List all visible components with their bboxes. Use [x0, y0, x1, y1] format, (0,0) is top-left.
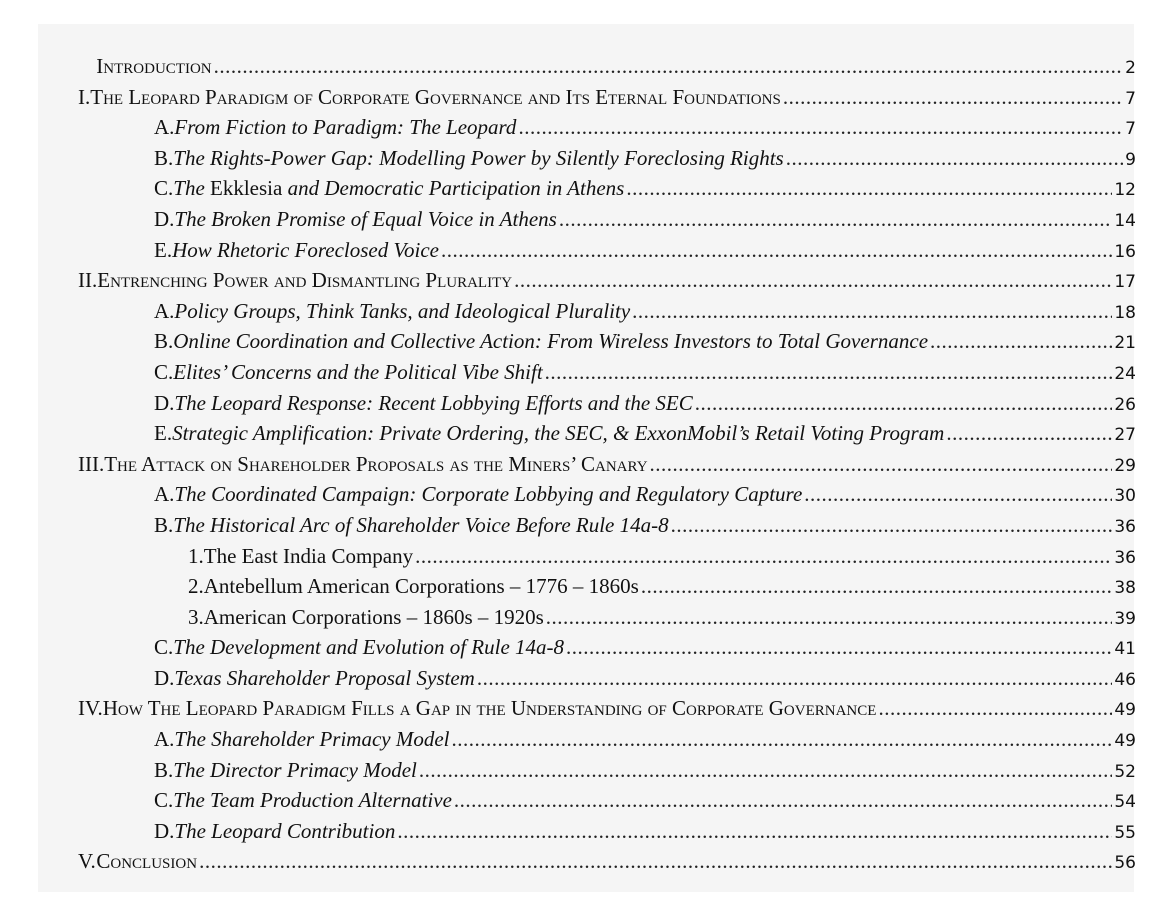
toc-entry-title: The Leopard Response: Recent Lobbying Efforts and the SEC [174, 390, 693, 415]
toc-entry [78, 85, 1136, 116]
toc-entry [78, 727, 1136, 758]
toc-entry-number: A. [154, 482, 175, 507]
dot-leader [415, 544, 1112, 569]
toc-entry-title: The Leopard Paradigm of Corporate Governance and Its Eternal Foundations [90, 84, 781, 109]
toc-entry-title: The Rights-Power Gap: Modelling Power by Silently Foreclosing Rights [173, 145, 784, 170]
toc-entry-title: Strategic Amplification: Private Ordering, the SEC, & ExxonMobil’s Retail Voting Program [172, 421, 945, 446]
toc-entry [78, 299, 1136, 330]
toc-entry [78, 574, 1136, 605]
toc-entry-title-part: The [173, 176, 211, 201]
dot-leader [518, 115, 1123, 140]
toc-entry-title: Elites’ Concerns and the Political Vibe Shift [173, 359, 543, 384]
toc-entry [78, 176, 1136, 207]
toc-entry-number: C. [154, 176, 174, 201]
table-of-contents [78, 54, 1136, 880]
toc-entry-number: II. [78, 268, 98, 293]
toc-entry-number: D. [154, 665, 175, 690]
toc-entry-page-number: 12 [1114, 180, 1136, 201]
toc-entry-title: How The Leopard Paradigm Fills a Gap in the Understanding of Corporate Governance [102, 696, 877, 721]
toc-entry-number: B. [154, 512, 174, 537]
toc-entry-title: The Shareholder Primacy Model [174, 727, 450, 752]
toc-entry-title: The Coordinated Campaign: Corporate Lobbying and Regulatory Capture [174, 482, 803, 507]
toc-entry-number: D. [154, 206, 175, 231]
toc-entry-number: D. [154, 390, 175, 415]
toc-entry-number: A. [154, 298, 175, 323]
toc-entry [78, 544, 1136, 575]
toc-entry-title: The Director Primacy Model [173, 757, 417, 782]
toc-entry-number: B. [154, 145, 174, 170]
toc-entry-page-number: 49 [1114, 700, 1136, 721]
toc-entry-number: C. [154, 635, 174, 660]
toc-entry [78, 360, 1136, 391]
toc-entry-title: The Broken Promise of Equal Voice in Athens [174, 206, 557, 231]
toc-entry-page-number: 30 [1114, 486, 1136, 507]
toc-entry [78, 391, 1136, 422]
toc-entry-page-number: 41 [1114, 639, 1136, 660]
dot-leader [441, 238, 1112, 263]
dot-leader [419, 758, 1113, 783]
toc-entry [78, 788, 1136, 819]
toc-entry-title: Introduction [96, 54, 212, 78]
toc-entry-number: E. [154, 237, 173, 262]
dot-leader [566, 635, 1112, 660]
dot-leader [454, 788, 1112, 813]
toc-entry-title [173, 176, 624, 201]
toc-entry-number: 2. [188, 574, 204, 599]
toc-entry-page-number: 55 [1114, 822, 1136, 843]
dot-leader [641, 574, 1113, 599]
dot-leader [946, 421, 1112, 446]
toc-entry-page-number: 21 [1114, 333, 1136, 354]
toc-entry [78, 666, 1136, 697]
toc-entry-page-number: 36 [1114, 547, 1136, 568]
toc-entry-page-number: 56 [1114, 853, 1136, 874]
dot-leader [671, 513, 1113, 538]
dot-leader [514, 268, 1112, 293]
toc-entry-title: Entrenching Power and Dismantling Plurality [97, 268, 513, 293]
toc-entry-number: A. [154, 115, 175, 140]
toc-entry-page-number: 49 [1114, 731, 1136, 752]
toc-entry [78, 605, 1136, 636]
dot-leader [695, 391, 1113, 416]
toc-entry-page-number: 29 [1114, 455, 1136, 476]
dot-leader [804, 482, 1112, 507]
toc-entry-page-number: 46 [1114, 669, 1136, 690]
toc-entry-title: How Rhetoric Foreclosed Voice [172, 237, 439, 262]
toc-entry-number: B. [154, 757, 174, 782]
dot-leader [546, 605, 1113, 630]
toc-entry-title: Texas Shareholder Proposal System [174, 665, 475, 690]
dot-leader [783, 85, 1123, 110]
dot-leader [878, 696, 1112, 721]
toc-entry-title: The Team Production Alternative [173, 788, 452, 813]
dot-leader [397, 819, 1112, 844]
dot-leader [559, 207, 1113, 232]
toc-entry-number: III. [78, 451, 105, 476]
toc-entry-page-number: 7 [1125, 88, 1136, 109]
toc-entry-page-number: 2 [1125, 58, 1136, 78]
toc-entry-number: 1. [188, 543, 204, 568]
toc-entry-page-number: 52 [1114, 761, 1136, 782]
toc-entry [78, 421, 1136, 452]
toc-entry-page-number: 9 [1125, 149, 1136, 170]
toc-entry-page-number: 36 [1114, 516, 1136, 537]
toc-entry-number: I. [78, 84, 91, 109]
toc-entry [78, 207, 1136, 238]
toc-entry [78, 452, 1136, 483]
toc-entry-title: The Attack on Shareholder Proposals as the Miners’ Canary [104, 451, 648, 476]
toc-entry [78, 849, 1136, 880]
toc-entry-page-number: 7 [1125, 119, 1136, 140]
toc-entry [78, 696, 1136, 727]
toc-entry-title: Conclusion [96, 849, 198, 874]
dot-leader [632, 299, 1112, 324]
dot-leader [545, 360, 1113, 385]
toc-entry-number: C. [154, 788, 174, 813]
toc-entry [78, 268, 1136, 299]
toc-entry-number: V. [78, 849, 96, 874]
toc-entry-page-number: 17 [1114, 272, 1136, 293]
toc-entry-title: Antebellum American Corporations – 1776 – 1860s [203, 574, 639, 599]
toc-entry-number: IV. [78, 696, 103, 721]
dot-leader [930, 329, 1112, 354]
dot-leader [199, 849, 1112, 874]
toc-entry-page-number: 38 [1114, 578, 1136, 599]
toc-entry [78, 146, 1136, 177]
toc-entry-page-number: 27 [1114, 425, 1136, 446]
dot-leader [786, 146, 1123, 171]
toc-entry-title: The East India Company [203, 543, 414, 568]
toc-entry [78, 758, 1136, 789]
toc-entry [78, 54, 1136, 85]
toc-entry-number: A. [154, 727, 175, 752]
toc-entry-title: American Corporations – 1860s – 1920s [203, 604, 544, 629]
dot-leader [650, 452, 1113, 477]
toc-entry-title: Online Coordination and Collective Action: From Wireless Investors to Total Governance [173, 329, 929, 354]
toc-entry [78, 635, 1136, 666]
toc-entry-number: E. [154, 421, 173, 446]
toc-entry-title-part: Ekklesia [210, 176, 283, 201]
toc-entry-page-number: 54 [1114, 792, 1136, 813]
toc-entry-title: The Leopard Contribution [174, 818, 396, 843]
document-page [38, 24, 1134, 892]
toc-entry-title-part: and Democratic Participation in Athens [282, 176, 625, 201]
toc-entry [78, 482, 1136, 513]
toc-entry [78, 513, 1136, 544]
toc-entry-page-number: 39 [1114, 608, 1136, 629]
toc-entry-number: D. [154, 818, 175, 843]
toc-entry [78, 115, 1136, 146]
toc-entry-number: B. [154, 329, 174, 354]
toc-entry [78, 238, 1136, 269]
toc-entry-number: C. [154, 359, 174, 384]
dot-leader [214, 54, 1124, 79]
toc-entry-page-number: 26 [1114, 394, 1136, 415]
toc-entry-number: 3. [188, 604, 204, 629]
dot-leader [477, 666, 1113, 691]
toc-entry-page-number: 16 [1114, 241, 1136, 262]
toc-entry-title: The Development and Evolution of Rule 14a-8 [173, 635, 565, 660]
toc-entry-title: From Fiction to Paradigm: The Leopard [174, 115, 517, 140]
toc-entry-page-number: 24 [1114, 363, 1136, 384]
toc-entry-title: The Historical Arc of Shareholder Voice Before Rule 14a-8 [173, 512, 669, 537]
toc-entry [78, 329, 1136, 360]
toc-entry-title: Policy Groups, Think Tanks, and Ideological Plurality [174, 298, 631, 323]
toc-entry-page-number: 18 [1114, 302, 1136, 323]
dot-leader [626, 176, 1112, 201]
dot-leader [452, 727, 1113, 752]
toc-entry [78, 819, 1136, 850]
toc-entry-page-number: 14 [1114, 210, 1136, 231]
